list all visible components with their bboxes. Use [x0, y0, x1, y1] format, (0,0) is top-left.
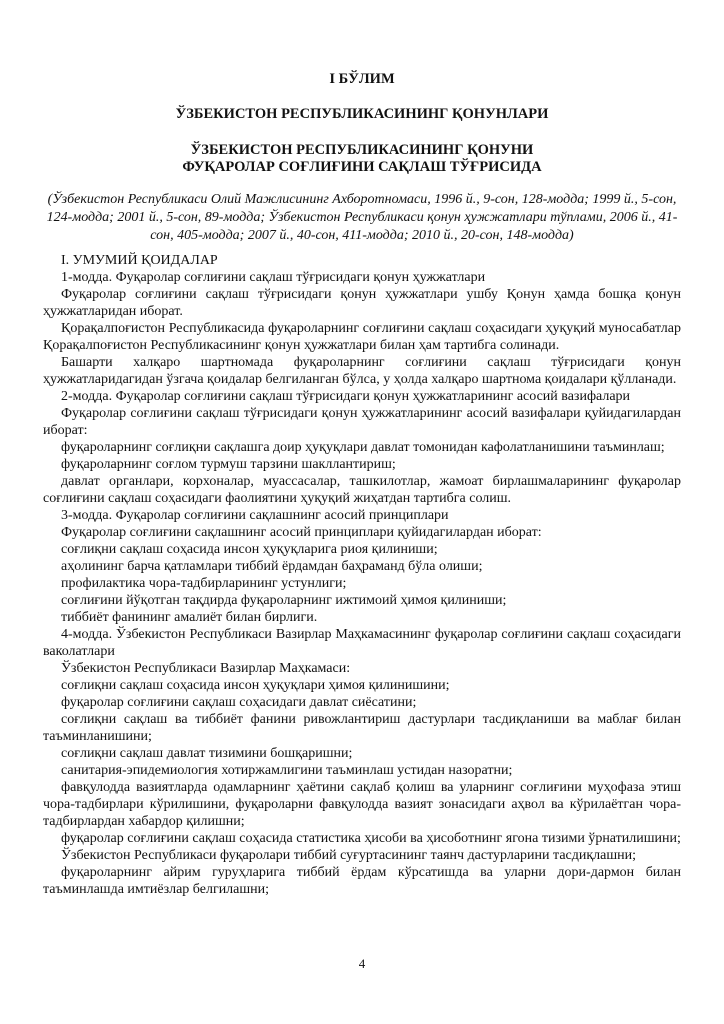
- paragraph: Қорақалпоғистон Республикасида фуқароларнинг соғлиғини сақлаш соҳасидаги ҳуқуқий муносабатлар Қорақалпоғистон Республикасининг қонун ҳужжатлари билан ҳам тартибга солинади.: [43, 321, 681, 353]
- list-item: давлат органлари, корхоналар, муассасалар, ташкилотлар, жамоат бирлашмаларининг фуқаролар соғлиғини сақлаш соҳасидаги фаолиятини ҳуқуқий жиҳатдан тартибга солиш.: [43, 474, 681, 506]
- list-item: Ўзбекистон Республикаси фуқаролари тиббий суғуртасининг таянч дастурларини тасдиқлашни;: [61, 848, 637, 863]
- list-item: фуқароларнинг соғлом турмуш тарзини шакллантириш;: [61, 457, 396, 472]
- list-item: профилактика чора-тадбирларининг устунлиги;: [61, 576, 347, 591]
- law-title-line-1: ЎЗБЕКИСТОН РЕСПУБЛИКАСИНИНГ ҚОНУНИ: [190, 142, 534, 158]
- chapter-title: ЎЗБЕКИСТОН РЕСПУБЛИКАСИНИНГ ҚОНУНЛАРИ: [175, 106, 549, 122]
- article-heading: 1-модда. Фуқаролар соғлиғини сақлаш тўғрисидаги қонун ҳужжатлари: [61, 270, 486, 285]
- law-title-line-2: ФУҚАРОЛАР СОҒЛИҒИНИ САҚЛАШ ТЎҒРИСИДА: [182, 158, 542, 175]
- source-note: (Ўзбекистон Республикаси Олий Мажлисининг Ахборотномаси, 1996 й., 9-сон, 128-модда; 1999 й., 5-сон, 124-модда; 2001 й., 5-сон, 89-модда; Ўзбекистон Республикаси қонун ҳужжатлари тўплами, 2006 й., 41-сон, 405-модда; 2007 й., 40-сон, 411-модда; 2010 й., 20-сон, 148-модда): [46, 192, 678, 243]
- law-title: [43, 142, 681, 175]
- article-heading: 2-модда. Фуқаролар соғлиғини сақлаш тўғрисидаги қонун ҳужжатларининг асосий вазифалари: [61, 389, 631, 404]
- list-item: соғлиқни сақлаш соҳасида инсон ҳуқуқлари ҳимоя қилинишини;: [61, 678, 450, 693]
- list-item: фуқароларнинг айрим гуруҳларига тиббий ёрдам кўрсатишда ва уларни дори-дармон билан таъминлашда имтиёзлар белгилашни;: [43, 865, 681, 897]
- list-item: аҳолининг барча қатламлари тиббий ёрдамдан баҳраманд бўла олиши;: [61, 559, 483, 574]
- page-number: 4: [358, 956, 366, 971]
- list-item: фавқулодда вазиятларда одамларнинг ҳаётини сақлаб қолиш ва уларнинг соғлиғини муҳофаза этиш чора-тадбирлари кўрилишини, фуқароларни фавқулодда вазият зонасидаги аҳвол ва кўрилаётган чора-тадбирлардан хабардор қилишни;: [43, 780, 681, 829]
- list-item: тиббиёт фанининг амалиёт билан бирлиги.: [61, 610, 318, 625]
- article-heading: 4-модда. Ўзбекистон Республикаси Вазирлар Маҳкамасининг фуқаролар соғлиғини сақлаш соҳасидаги ваколатлари: [43, 627, 681, 659]
- section-heading: I. УМУМИЙ ҚОИДАЛАР: [61, 253, 218, 268]
- list-item: соғлиқни сақлаш соҳасида инсон ҳуқуқларига риоя қилиниши;: [61, 542, 438, 557]
- list-item: фуқароларнинг соғлиқни сақлашга доир ҳуқуқлари давлат томонидан кафолатланишини таъминлаш;: [61, 440, 665, 455]
- paragraph: Фуқаролар соғлиғини сақлаш тўғрисидаги қонун ҳужжатлари ушбу Қонун ҳамда бошқа қонун ҳужжатларидан иборат.: [43, 287, 681, 319]
- list-item: фуқаролар соғлиғини сақлаш соҳасида статистика ҳисоби ва ҳисоботнинг ягона тизими ўрнатилишини;: [61, 831, 681, 846]
- list-item: соғлиқни сақлаш ва тиббиёт фанини ривожлантириш дастурлари тасдиқланиши ва маблағ билан таъминланишини;: [43, 712, 681, 744]
- part-title: I БЎЛИМ: [329, 71, 395, 87]
- list-item: соғлиқни сақлаш давлат тизимини бошқаришни;: [61, 746, 353, 761]
- paragraph: Фуқаролар соғлиғини сақлашнинг асосий принциплари қуйидагилардан иборат:: [61, 525, 542, 540]
- article-heading: 3-модда. Фуқаролар соғлиғини сақлашнинг асосий принциплари: [61, 508, 449, 523]
- list-item: фуқаролар соғлиғини сақлаш соҳасидаги давлат сиёсатини;: [61, 695, 417, 710]
- paragraph: Фуқаролар соғлиғини сақлаш тўғрисидаги қонун ҳужжатларининг асосий вазифалари қуйидагилардан иборат:: [43, 406, 681, 438]
- paragraph: Башарти халқаро шартномада фуқароларнинг соғлиғини сақлаш тўғрисидаги қонун ҳужжатларидагидан ўзгача қоидалар белгиланган бўлса, у ҳолда халқаро шартнома қоидалари қўлланади.: [43, 355, 681, 387]
- document-body: [43, 71, 681, 898]
- paragraph: Ўзбекистон Республикаси Вазирлар Маҳкамаси:: [61, 661, 351, 676]
- list-item: санитария-эпидемиология хотиржамлигини таъминлаш устидан назоратни;: [61, 763, 513, 778]
- list-item: соғлиғини йўқотган тақдирда фуқароларнинг ижтимоий ҳимоя қилиниши;: [61, 593, 507, 608]
